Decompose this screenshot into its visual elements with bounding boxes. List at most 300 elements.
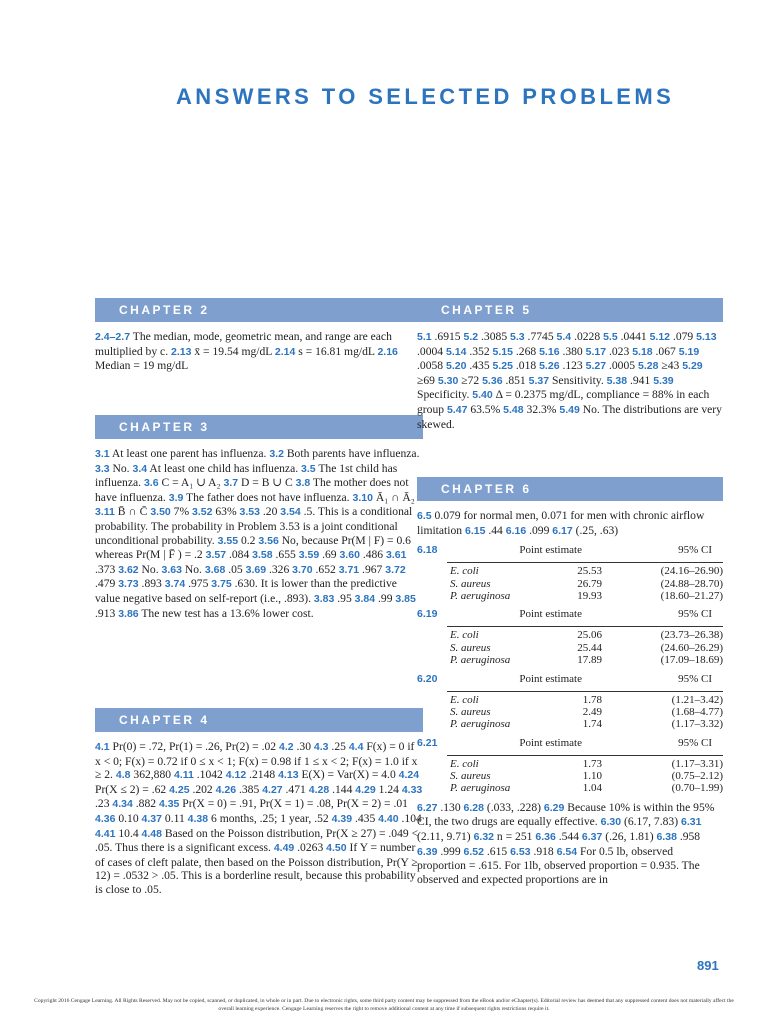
answer-item	[218, 534, 259, 547]
answer-number: 3.86	[118, 607, 139, 620]
point-estimate: 1.73	[582, 757, 602, 770]
answer-item	[539, 359, 586, 372]
organism-name: P. aeruginosa	[450, 589, 511, 602]
answer-text: .435	[469, 359, 490, 373]
answer-item	[464, 801, 544, 814]
answer-number: 4.25	[169, 783, 190, 796]
answer-text: .0005	[608, 359, 636, 373]
problem-number: 6.18	[417, 544, 438, 557]
ci-table	[417, 673, 723, 731]
answer-number: 2.16	[377, 345, 398, 358]
answer-text: .882	[135, 797, 157, 811]
ci-table	[417, 737, 723, 795]
answer-number: 6.17	[552, 524, 573, 537]
answer-number: 3.71	[338, 563, 360, 576]
answer-number: 4.11	[173, 769, 194, 782]
answer-number: 5.1	[417, 331, 432, 343]
answer-number: 4.29	[355, 783, 376, 796]
column-header-ci: 95% CI	[678, 672, 712, 685]
answer-number: 4.28	[308, 783, 330, 796]
answer-number: 3.11	[95, 506, 115, 519]
confidence-interval: (1.68–4.77)	[671, 705, 723, 718]
answer-item	[557, 330, 604, 343]
answer-item	[262, 783, 309, 796]
answer-number: 3.84	[354, 592, 376, 605]
answer-item	[133, 462, 302, 475]
answer-item	[169, 491, 353, 504]
answer-number: 6.36	[535, 831, 556, 844]
answer-text: The new test has a 13.6% lower cost.	[141, 606, 314, 620]
answer-item	[417, 845, 464, 858]
answer-item	[274, 841, 326, 854]
answer-text: .385	[238, 782, 260, 796]
answer-number: 5.26	[539, 360, 560, 373]
point-estimate: 25.06	[577, 629, 602, 642]
answer-number: 6.38	[656, 831, 677, 844]
answer-number: 4.1	[95, 741, 110, 753]
answer-text: B̄ ∩ C̄	[117, 505, 148, 519]
answer-text: 10.4	[118, 826, 139, 840]
answer-text: .44	[488, 523, 503, 537]
answer-item	[95, 740, 279, 753]
answer-text: .099	[529, 523, 550, 537]
confidence-interval: (24.16–26.90)	[660, 565, 723, 578]
answer-text: .023	[608, 344, 630, 358]
answer-item	[246, 563, 293, 576]
answer-text: The 1st child has influenza.	[95, 461, 398, 490]
answer-item	[552, 524, 618, 537]
answer-text: .084	[228, 548, 250, 562]
answer-item	[216, 783, 263, 796]
table-rule	[447, 691, 723, 692]
answer-number: 5.3	[510, 331, 525, 343]
answer-item	[292, 563, 339, 576]
answer-number: 3.50	[150, 506, 171, 519]
answer-number: 3.61	[386, 549, 407, 562]
answer-text: .630. It is lower than the predictive value negative based on self-report (i.e., .893).	[95, 577, 397, 605]
answer-text: (2.11, 9.71)	[417, 830, 471, 844]
answer-item	[206, 548, 253, 561]
confidence-interval: (0.75–2.12)	[671, 770, 723, 783]
column-header-ci: 95% CI	[678, 544, 712, 557]
answer-text: The median, mode, geometric mean, and range are each multiplied by c.	[95, 330, 392, 358]
answer-item	[95, 812, 142, 825]
organism-name: P. aeruginosa	[450, 718, 511, 731]
chapter-6-header: CHAPTER 6	[417, 477, 723, 501]
answer-text: At least one parent has influenza.	[111, 447, 267, 460]
answer-item	[482, 374, 529, 387]
answer-item	[278, 768, 399, 781]
answer-item	[464, 845, 511, 858]
answer-number: 5.13	[696, 331, 717, 343]
answer-item	[252, 548, 299, 561]
answer-item	[603, 330, 650, 343]
answer-item	[378, 812, 422, 825]
answer-number: 6.37	[581, 831, 603, 844]
answer-text: .99	[378, 591, 393, 605]
answer-text: s = 16.81 mg/dL	[298, 344, 375, 358]
answer-number: 5.38	[606, 374, 628, 387]
answer-number: 6.54	[556, 845, 578, 858]
answer-number: 5.2	[463, 331, 479, 343]
answer-text: 7%	[173, 505, 190, 519]
answer-item	[192, 505, 240, 518]
answer-item	[632, 345, 679, 358]
answer-number: 2.14	[274, 345, 296, 358]
answer-item	[417, 801, 464, 814]
point-estimate: 26.79	[577, 577, 602, 590]
answer-text: F(x) = 0 if x < 0; F(x) = 0.72 if 0 ≤ x < 1; F(x) = 0.98 if 1 ≤ x < 2; F(x) = 1.0 if x ≥ 2.	[95, 740, 418, 782]
answer-number: 5.27	[585, 360, 607, 373]
answer-number: 4.40	[378, 812, 399, 825]
point-estimate: 1.78	[582, 693, 602, 706]
answer-number: 6.32	[473, 831, 495, 844]
chapter-5-section	[417, 298, 723, 431]
answer-number: 5.39	[653, 374, 674, 387]
answer-number: 5.19	[678, 345, 700, 358]
table-row	[417, 565, 723, 577]
answer-number: 4.36	[95, 812, 116, 825]
answer-item	[339, 563, 386, 576]
answer-number: 3.59	[298, 549, 320, 562]
answer-number: 3.74	[164, 578, 186, 591]
table-row	[417, 590, 723, 602]
answer-item	[174, 768, 226, 781]
answer-number: 3.6	[143, 477, 159, 490]
answer-text: ≥43	[661, 359, 680, 373]
answer-number: 3.62	[118, 563, 139, 576]
answer-item	[586, 359, 638, 372]
answer-item	[171, 345, 275, 358]
column-header-point-estimate: Point estimate	[519, 544, 582, 557]
answer-item	[299, 548, 340, 561]
answer-number: 3.68	[204, 563, 226, 576]
answer-number: 6.28	[463, 801, 484, 814]
answer-number: 4.26	[215, 783, 237, 796]
answer-item	[314, 592, 355, 605]
answer-item	[355, 783, 402, 796]
answer-text: .0263	[297, 841, 324, 855]
answer-item	[165, 577, 212, 590]
answer-number: 3.4	[132, 462, 148, 475]
answer-text: Pr(X = 0) = .91, Pr(X = 1) = .08, Pr(X = 2) = .01	[182, 797, 408, 811]
table-row	[417, 718, 723, 730]
organism-name: E. coli	[450, 629, 479, 642]
answer-number: 3.9	[168, 491, 184, 504]
answer-text: .373	[95, 562, 116, 576]
confidence-interval: (1.17–3.32)	[671, 718, 723, 731]
table-row	[417, 642, 723, 654]
answer-text: .1042	[196, 768, 223, 782]
answer-text: (6.17, 7.83)	[623, 815, 679, 829]
answer-text: .958	[679, 830, 701, 844]
answer-number: 3.10	[352, 491, 373, 504]
answer-item	[332, 812, 379, 825]
answer-number: 4.50	[326, 842, 347, 855]
chapter-3-header: CHAPTER 3	[95, 415, 423, 439]
answer-number: 3.5	[301, 462, 316, 475]
answer-text: 362,880	[133, 768, 172, 782]
answer-number: 4.12	[225, 769, 247, 782]
answer-text: C = A₁ ∪ A₂	[161, 476, 221, 490]
answer-item	[314, 740, 349, 753]
answer-item	[116, 768, 174, 781]
organism-name: S. aureus	[450, 705, 491, 718]
table-row	[417, 578, 723, 590]
answer-text: E(X) = Var(X) = 4.0	[301, 768, 396, 782]
answer-item	[142, 812, 188, 825]
answer-number: 4.38	[187, 812, 209, 825]
answer-text: No.	[141, 562, 159, 576]
answer-item	[162, 563, 205, 576]
answer-number: 4.3	[313, 741, 329, 753]
answer-number: 4.4	[348, 741, 364, 753]
answer-number: 3.52	[192, 506, 213, 519]
answer-text: 0.079 for normal men, 0.071 for men with chronic airflow limitation	[417, 509, 705, 537]
answer-item	[438, 374, 482, 387]
answer-text: .380	[562, 344, 583, 358]
answer-text: Pr(X ≤ 2) = .62	[95, 782, 167, 796]
answer-text: x̄ = 19.54 mg/dL	[194, 344, 272, 358]
answer-item	[226, 768, 278, 781]
answer-text: ≥72	[461, 373, 480, 387]
answer-item	[275, 345, 378, 358]
organism-name: S. aureus	[450, 577, 491, 590]
answer-text: .95	[337, 591, 352, 605]
answer-number: 6.39	[417, 845, 438, 858]
answer-item	[535, 830, 582, 843]
answer-number: 3.75	[211, 578, 232, 591]
answer-text: For 0.5 lb, observed proportion = .615. For 1lb, observed proportion = 0.935. The observed and expected proportions are in	[417, 844, 700, 886]
answer-number: 3.70	[292, 563, 313, 576]
answer-number: 5.12	[649, 331, 671, 343]
answer-text: .202	[192, 782, 213, 796]
answer-text: .479	[95, 577, 116, 591]
point-estimate: 17.89	[577, 654, 602, 667]
table-rule	[447, 626, 723, 627]
confidence-interval: (18.60–21.27)	[660, 589, 723, 602]
answer-text: .6915	[434, 330, 461, 343]
answer-text: Pr(0) = .72, Pr(1) = .26, Pr(2) = .02	[112, 740, 277, 753]
answer-number: 5.14	[446, 345, 467, 358]
answer-item	[112, 797, 159, 810]
answer-item	[529, 374, 607, 387]
answer-text: .326	[268, 562, 290, 576]
answer-number: 6.15	[465, 524, 486, 537]
table-rule	[447, 562, 723, 563]
problem-number: 6.19	[417, 608, 438, 621]
answer-text: 6 months, .25; 1 year, .52	[211, 811, 329, 825]
answer-number: 3.83	[313, 592, 335, 605]
answer-item	[464, 330, 511, 343]
answer-text: n = 251	[496, 830, 533, 844]
answer-text: The mother does not have influenza.	[95, 476, 409, 504]
answer-text: .018	[515, 359, 537, 373]
answer-item	[309, 783, 356, 796]
answer-number: 4.35	[158, 798, 180, 811]
answer-number: 3.63	[161, 563, 182, 576]
answer-number: 2.4–2.7	[95, 331, 131, 343]
answer-text: 0.10	[118, 811, 139, 825]
column-header-point-estimate: Point estimate	[519, 736, 582, 749]
chapter-2-section	[95, 298, 423, 373]
answer-number: 5.48	[503, 403, 524, 416]
table-rule	[447, 755, 723, 756]
answer-number: 6.31	[680, 816, 702, 829]
answer-number: 3.73	[118, 578, 139, 591]
answer-number: 4.27	[262, 783, 283, 796]
answer-number: 5.25	[492, 360, 513, 373]
answer-text: (.25, .63)	[575, 523, 619, 537]
answer-number: 5.28	[637, 360, 659, 373]
confidence-interval: (23.73–26.38)	[660, 629, 723, 642]
answer-text: .471	[285, 782, 306, 796]
answer-text: .435	[354, 811, 376, 825]
answer-text: Δ = 0.2375 mg/dL, compliance = 88% in each group	[417, 388, 710, 416]
answer-text: .0441	[620, 330, 647, 343]
answer-item	[95, 447, 269, 460]
answer-item	[150, 505, 192, 518]
table-row	[417, 770, 723, 782]
answer-number: 5.36	[482, 374, 503, 387]
answer-item	[582, 830, 657, 843]
answer-text: .25	[331, 740, 346, 753]
answer-item	[205, 563, 246, 576]
answer-number: 5.49	[559, 403, 580, 416]
answer-text: No.	[184, 562, 202, 576]
column-header-ci: 95% CI	[678, 608, 712, 621]
chapter-5-header: CHAPTER 5	[417, 298, 723, 322]
organism-name: S. aureus	[450, 770, 491, 783]
confidence-interval: (0.70–1.99)	[671, 782, 723, 795]
column-header-point-estimate: Point estimate	[519, 608, 582, 621]
answer-item	[269, 447, 419, 460]
answer-text: If Y = number of cases of cleft palate, then based on the Poisson distribution, Pr(Y ≥ 12) = .0532 > .05. This is a borderline result, because this probability is close to .05.	[95, 841, 418, 896]
answer-number: 3.3	[95, 462, 110, 475]
answer-number: 6.5	[417, 510, 432, 522]
answer-number: 3.56	[258, 534, 279, 547]
answer-item	[510, 845, 557, 858]
ci-table	[417, 544, 723, 602]
answer-number: 4.39	[331, 812, 353, 825]
answer-text: .20	[262, 505, 278, 519]
chapter-6-section	[417, 477, 723, 886]
problem-number: 6.20	[417, 672, 438, 685]
answer-number: 3.1	[95, 448, 110, 460]
answer-number: 3.55	[217, 534, 239, 547]
answer-number: 4.33	[401, 783, 423, 796]
table-row	[417, 782, 723, 794]
answer-text: .05	[228, 562, 243, 576]
answer-text: At least one child has influenza.	[149, 461, 299, 475]
answer-number: 3.57	[205, 549, 227, 562]
page-number: 891	[697, 958, 719, 973]
chapter-3-answers	[95, 447, 423, 621]
answer-number: 3.54	[280, 506, 301, 519]
answer-item	[188, 812, 332, 825]
answer-text: 63.5%	[470, 402, 501, 416]
answer-number: 4.24	[398, 769, 420, 782]
answer-number: 6.53	[510, 845, 531, 858]
chapter-2-answers	[95, 330, 423, 373]
answer-text: No, because Pr(M | F) = 0.6 whereas Pr(M | F̄ ) = .2	[95, 533, 411, 562]
answer-text: Because 10% is within the 95% CI, the two drugs are equally effective.	[417, 800, 715, 829]
answer-number: 4.41	[95, 827, 116, 840]
answer-text: 1.24	[378, 782, 399, 796]
confidence-interval: (24.88–28.70)	[660, 577, 723, 590]
answer-text: The father does not have influenza.	[186, 490, 350, 504]
answer-text: .615	[486, 844, 508, 858]
copyright-notice: Copyright 2016 Cengage Learning. All Rights Reserved. May not be copied, scanned, or duplicated, in whole or in part. Due to electronic rights, some third party content may be suppressed from the eBook and/or eChapter(s). Editorial review has deemed that any suppressed content does not materially affect the overall learning experience. Cengage Learning reserves the right to remove additional content at any time if subsequent rights restrictions require it.	[34, 998, 734, 1012]
chapter-6-tail	[417, 801, 723, 887]
answer-number: 4.37	[141, 812, 162, 825]
answer-number: 5.40	[472, 389, 493, 402]
answer-text: .123	[562, 359, 583, 373]
table-row	[417, 654, 723, 666]
answer-item	[224, 476, 296, 489]
answer-item	[474, 830, 536, 843]
point-estimate: 1.74	[582, 718, 602, 731]
answer-number: 3.8	[295, 477, 311, 490]
answer-text: .486	[362, 548, 384, 562]
confidence-interval: (1.21–3.42)	[671, 693, 723, 706]
answer-item	[506, 524, 553, 537]
answer-item	[355, 592, 396, 605]
answer-text: .967	[362, 562, 383, 576]
ci-table-header	[417, 544, 723, 560]
answer-number: 2.13	[171, 345, 192, 358]
answer-item	[118, 607, 313, 620]
answer-text: D = B ∪ C	[241, 476, 293, 490]
answer-number: 5.4	[556, 331, 572, 343]
answer-text: (.26, 1.81)	[605, 830, 654, 844]
answer-item	[447, 403, 503, 416]
answer-item	[352, 491, 414, 504]
answer-item	[465, 524, 506, 537]
answer-text: .655	[275, 548, 296, 562]
answer-text: .352	[469, 344, 490, 358]
answer-number: 3.58	[252, 549, 273, 562]
answer-number: 5.17	[585, 345, 607, 358]
answer-item	[159, 797, 408, 810]
answer-text: Based on the Poisson distribution, Pr(X ≥ 27) = .049 < .05. Thus there is a significant excess.	[95, 826, 419, 855]
answer-text: .104	[401, 811, 422, 825]
answer-number: 5.18	[632, 345, 653, 358]
column-header-ci: 95% CI	[678, 736, 712, 749]
answer-item	[493, 359, 540, 372]
answer-number: 5.47	[446, 403, 468, 416]
organism-name: E. coli	[450, 757, 479, 770]
point-estimate: 25.53	[577, 565, 602, 578]
problem-number: 6.21	[417, 736, 438, 749]
answer-number: 4.13	[278, 769, 299, 782]
ci-table-header	[417, 673, 723, 689]
answer-text: .30	[296, 740, 311, 753]
answer-text: .652	[315, 562, 336, 576]
answer-text: .067	[655, 344, 676, 358]
answer-text: 32.3%	[526, 402, 557, 416]
answer-number: 3.85	[395, 592, 416, 605]
answer-text: .851	[505, 373, 526, 387]
answer-text: No. The distributions are very skewed.	[417, 402, 722, 431]
answer-number: 6.30	[600, 816, 622, 829]
answer-text: 0.11	[164, 811, 185, 825]
answer-item	[95, 505, 150, 518]
organism-name: E. coli	[450, 565, 479, 578]
answer-text: Specificity.	[417, 388, 470, 402]
point-estimate: 19.93	[577, 589, 602, 602]
table-row	[417, 758, 723, 770]
